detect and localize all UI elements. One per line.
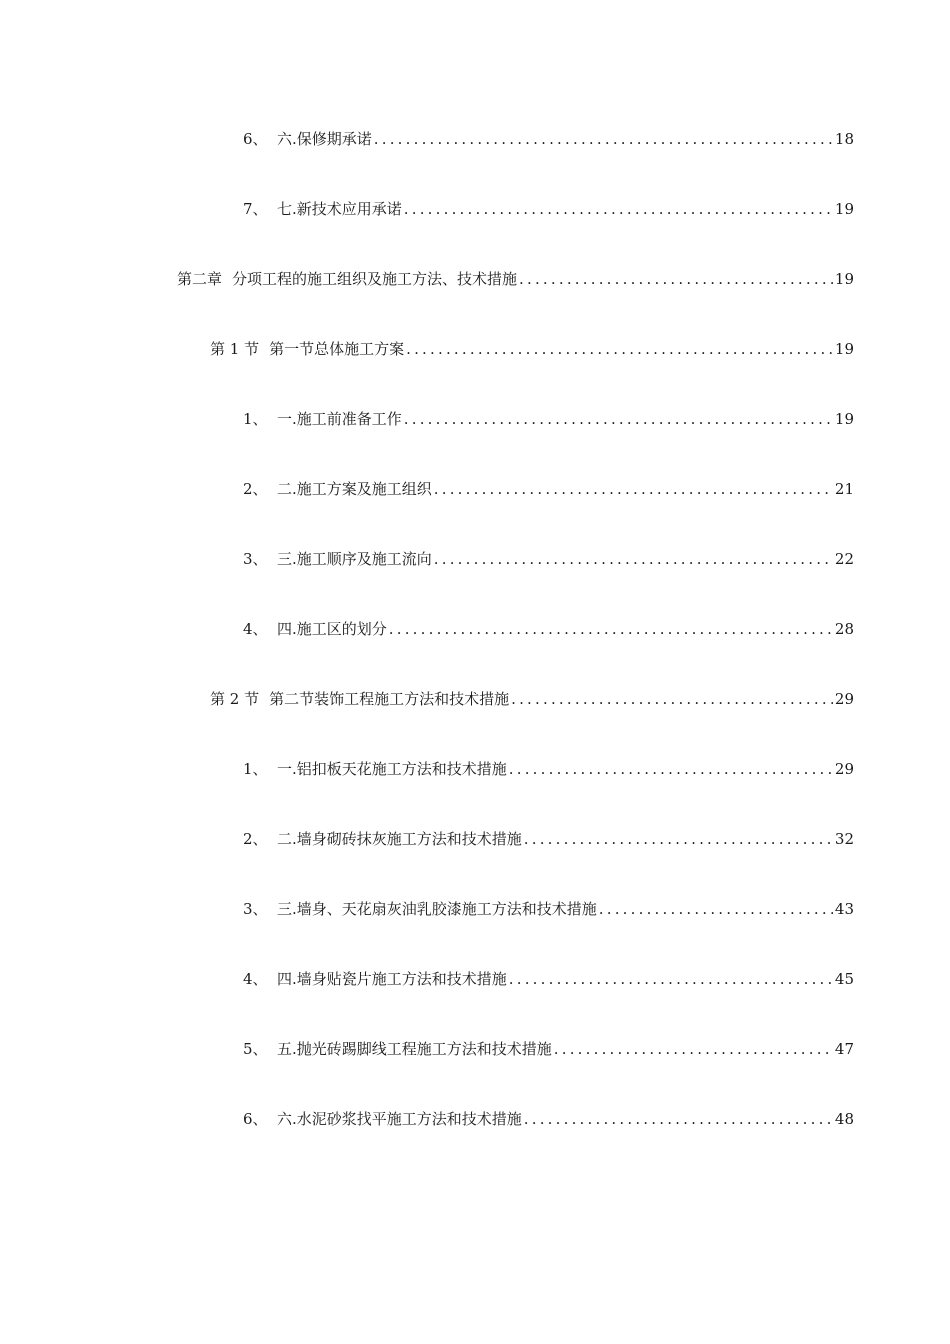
toc-dot-leader — [509, 968, 833, 990]
toc-entry-number: 6、 — [243, 130, 268, 148]
toc-entry-title: 二.墙身砌砖抹灰施工方法和技术措施 — [277, 830, 522, 848]
toc-entry-page: 18 — [834, 130, 854, 148]
toc-entry-title: 五.抛光砖踢脚线工程施工方法和技术措施 — [277, 1040, 552, 1058]
toc-entry-number: 2、 — [243, 830, 268, 848]
toc-entry-page: 22 — [834, 550, 854, 568]
toc-entry[interactable] — [243, 1038, 854, 1060]
toc-entry-page: 43 — [834, 900, 854, 918]
toc-entry-number: 2、 — [243, 480, 268, 498]
toc-entry-page: 19 — [834, 200, 854, 218]
toc-dot-leader — [374, 128, 833, 150]
toc-entry-number: 第 1 节 — [210, 340, 260, 358]
toc-entry-number: 4、 — [243, 620, 268, 638]
toc-entry[interactable] — [243, 478, 854, 500]
toc-dot-leader — [404, 198, 833, 220]
toc-chapter-entry[interactable] — [177, 268, 854, 290]
toc-entry-number: 6、 — [243, 1110, 268, 1128]
toc-entry-title: 第一节总体施工方案 — [269, 340, 405, 358]
toc-entry-title: 七.新技术应用承诺 — [277, 200, 402, 218]
toc-dot-leader — [389, 618, 833, 640]
toc-dot-leader — [519, 268, 833, 290]
toc-entry-page: 21 — [834, 480, 854, 498]
toc-dot-leader — [554, 1038, 833, 1060]
toc-entry[interactable] — [243, 408, 854, 430]
toc-entry-page: 32 — [834, 830, 854, 848]
toc-entry-title: 分项工程的施工组织及施工方法、技术措施 — [232, 270, 518, 288]
toc-entry[interactable] — [243, 828, 854, 850]
toc-entry-page: 45 — [834, 970, 854, 988]
toc-entry-title: 一.施工前准备工作 — [277, 410, 402, 428]
toc-entry-title: 六.水泥砂浆找平施工方法和技术措施 — [277, 1110, 522, 1128]
toc-entry-number: 第二章 — [177, 270, 223, 288]
toc-entry-title: 二.施工方案及施工组织 — [277, 480, 432, 498]
toc-entry-title: 第二节装饰工程施工方法和技术措施 — [269, 690, 510, 708]
toc-dot-leader — [509, 758, 833, 780]
toc-entry[interactable] — [243, 128, 854, 150]
toc-entry-page: 29 — [834, 690, 854, 708]
toc-dot-leader — [406, 338, 833, 360]
toc-entry-title: 四.墙身贴瓷片施工方法和技术措施 — [277, 970, 507, 988]
toc-entry-number: 1、 — [243, 410, 268, 428]
toc-entry-page: 48 — [834, 1110, 854, 1128]
toc-entry-page: 19 — [834, 270, 854, 288]
toc-dot-leader — [511, 688, 833, 710]
toc-entry[interactable] — [243, 758, 854, 780]
toc-section-entry[interactable] — [210, 688, 854, 710]
toc-entry[interactable] — [243, 968, 854, 990]
toc-entry-page: 29 — [834, 760, 854, 778]
toc-entry-number: 1、 — [243, 760, 268, 778]
toc-entry[interactable] — [243, 618, 854, 640]
toc-entry[interactable] — [243, 1108, 854, 1130]
toc-entry-page: 28 — [834, 620, 854, 638]
toc-entry-number: 3、 — [243, 550, 268, 568]
toc-dot-leader — [434, 478, 833, 500]
toc-entry[interactable] — [243, 548, 854, 570]
toc-entry-number: 第 2 节 — [210, 690, 260, 708]
toc-entry-title: 六.保修期承诺 — [277, 130, 372, 148]
toc-entry-page: 19 — [834, 410, 854, 428]
toc-entry-title: 三.墙身、天花扇灰油乳胶漆施工方法和技术措施 — [277, 900, 597, 918]
toc-entry[interactable] — [243, 198, 854, 220]
toc-dot-leader — [524, 1108, 833, 1130]
toc-entry-number: 3、 — [243, 900, 268, 918]
toc-entry-title: 一.铝扣板天花施工方法和技术措施 — [277, 760, 507, 778]
toc-entry-number: 4、 — [243, 970, 268, 988]
toc-entry-page: 19 — [834, 340, 854, 358]
toc-entry-number: 7、 — [243, 200, 268, 218]
toc-entry[interactable] — [243, 898, 854, 920]
toc-dot-leader — [434, 548, 833, 570]
toc-dot-leader — [404, 408, 833, 430]
toc-dot-leader — [599, 898, 833, 920]
toc-entry-number: 5、 — [243, 1040, 268, 1058]
toc-entry-page: 47 — [834, 1040, 854, 1058]
toc-entry-title: 四.施工区的划分 — [277, 620, 387, 638]
toc-entry-title: 三.施工顺序及施工流向 — [277, 550, 432, 568]
toc-section-entry[interactable] — [210, 338, 854, 360]
toc-dot-leader — [524, 828, 833, 850]
